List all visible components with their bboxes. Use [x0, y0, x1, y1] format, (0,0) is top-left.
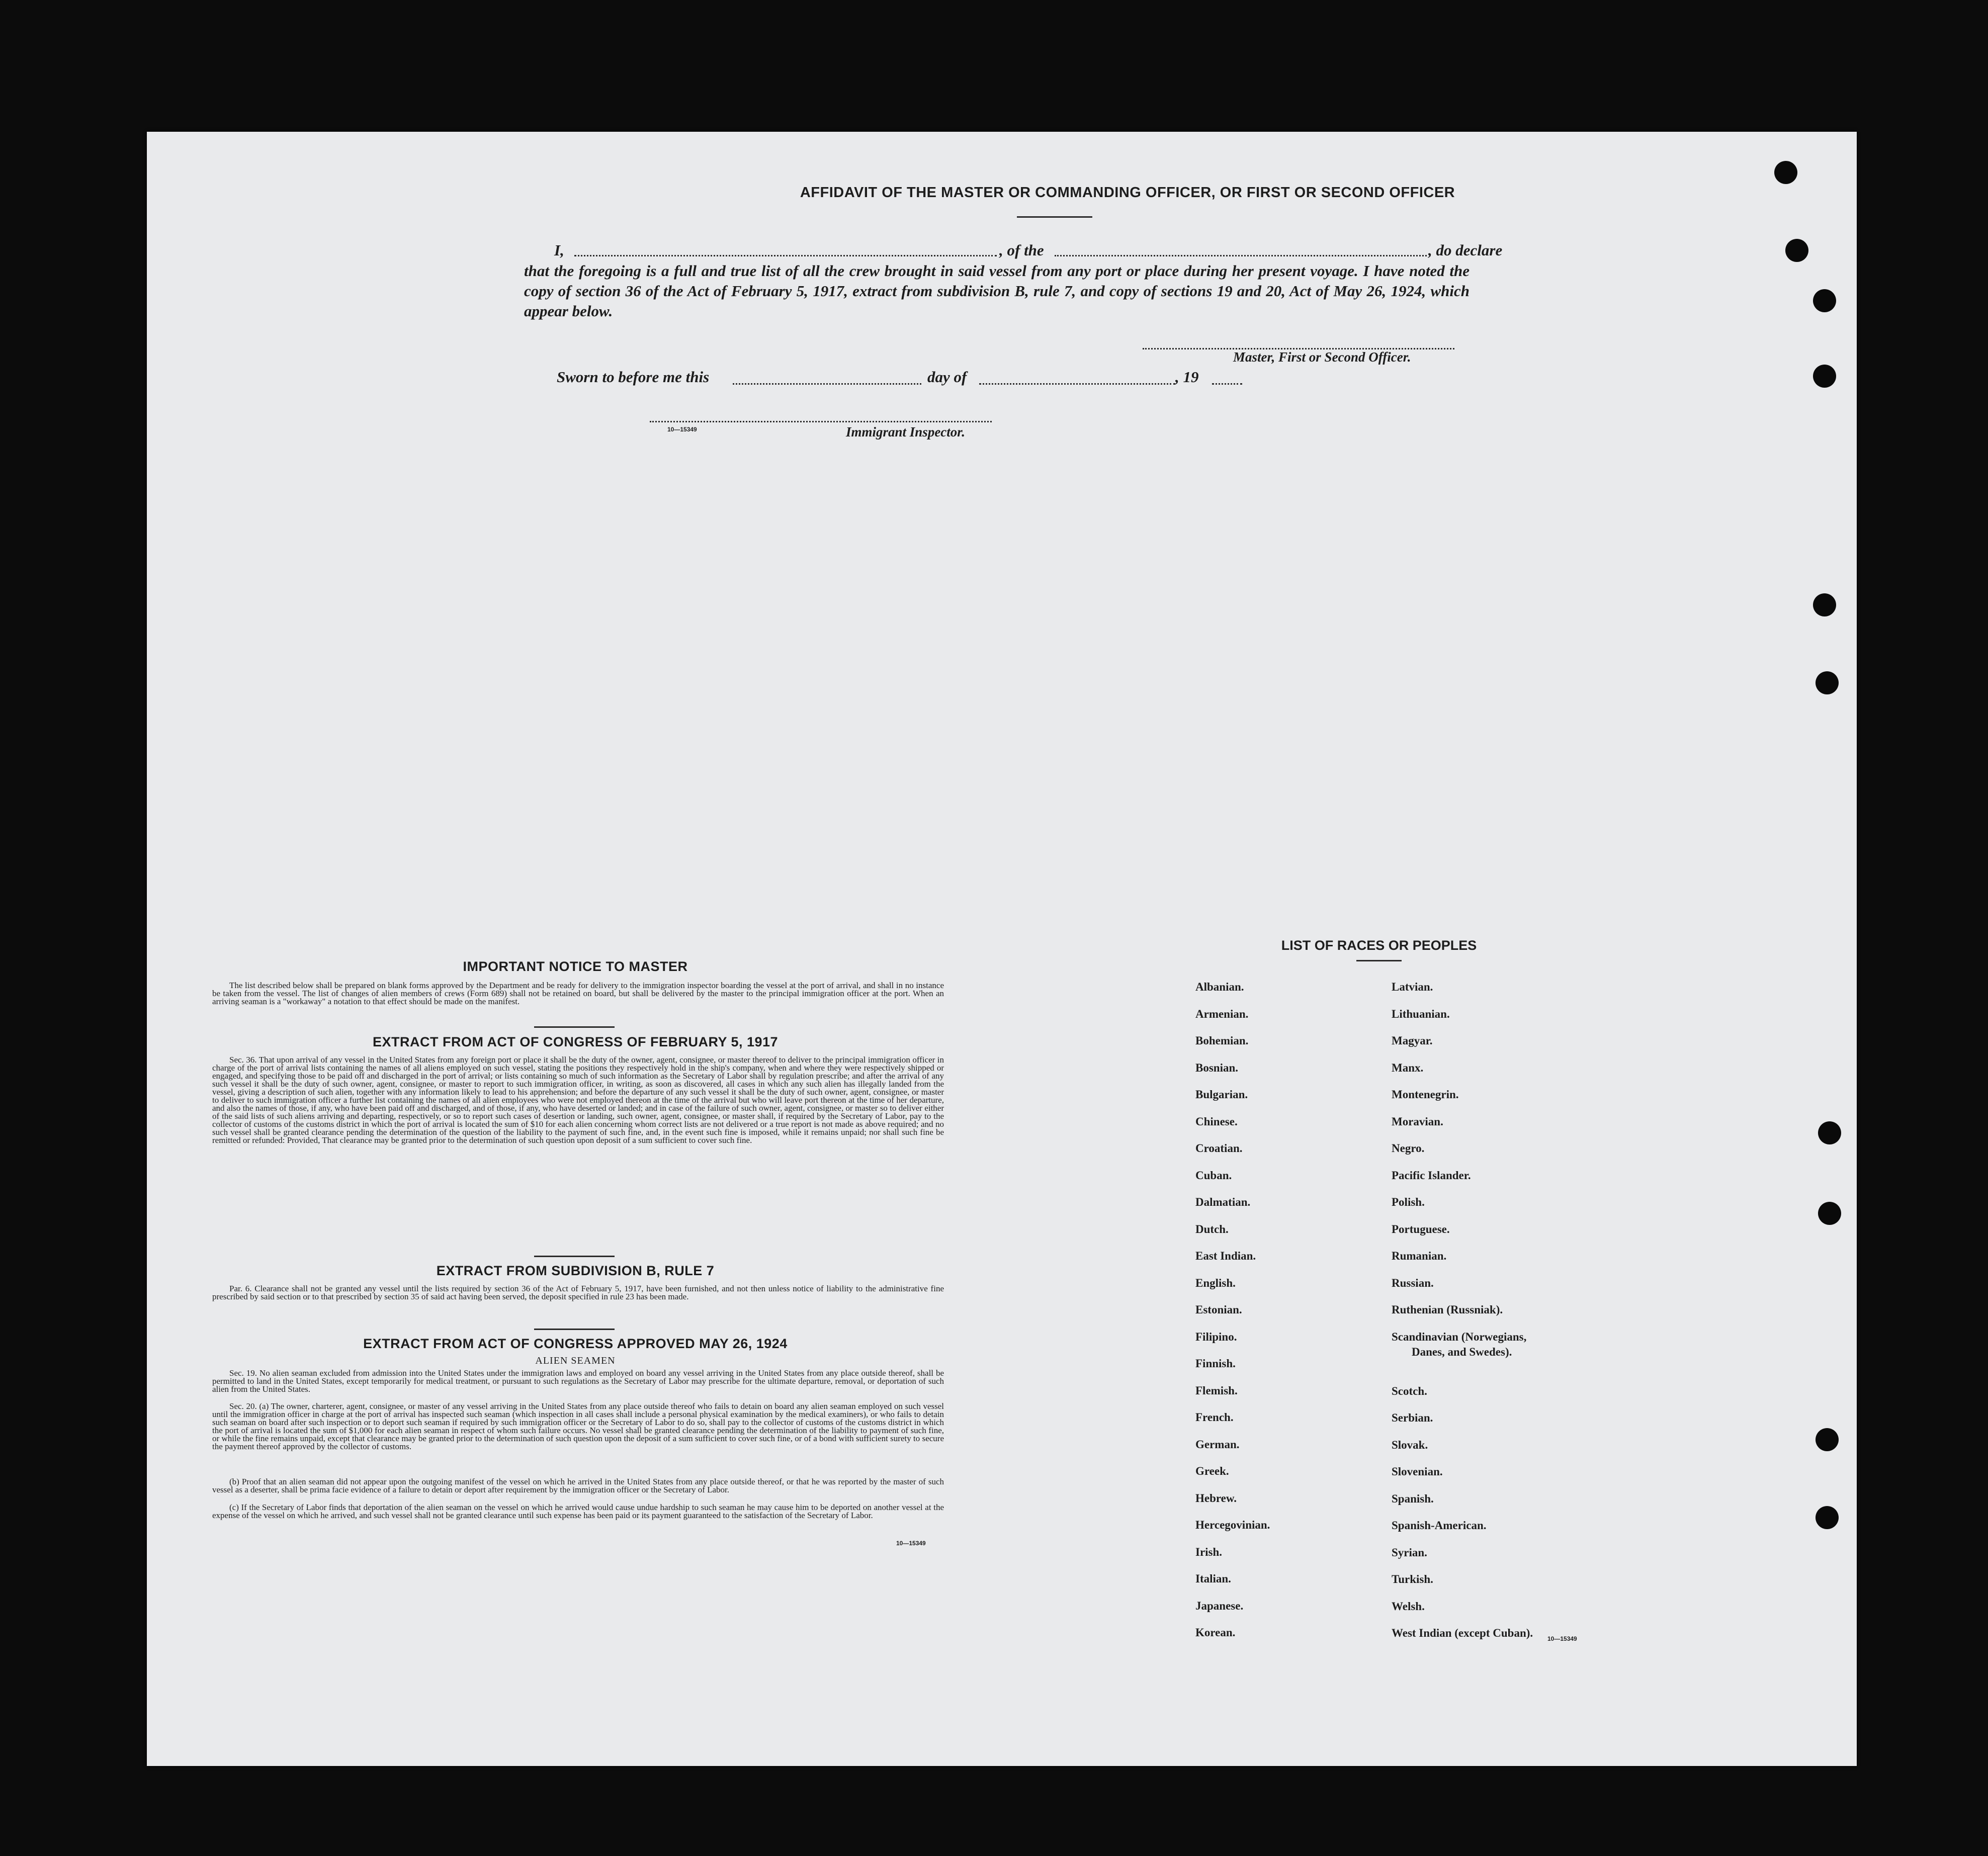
- race-item: Albanian.: [1195, 981, 1244, 993]
- punch-hole: [1816, 1428, 1839, 1451]
- form-page: [147, 132, 1857, 1766]
- notice-text: The list described below shall be prepared on blank forms approved by the Department and be ready for delivery to the immigration inspector boarding the vessel at the port of arrival, and shall in no instance be taken from the vessel. The list of changes of alien members of crews (Form 689) shall not be retained on board, but shall be delivered by the master to the principal immigration officer at the port. When an arriving seaman is a "workaway" a notation to that effect should be made on the manifest.: [212, 981, 944, 1006]
- rule7-rule: [534, 1329, 615, 1330]
- race-item: Danes, and Swedes).: [1412, 1345, 1512, 1358]
- race-item: Korean.: [1195, 1626, 1236, 1639]
- race-item: Flemish.: [1195, 1384, 1238, 1397]
- race-item: West Indian (except Cuban).: [1392, 1627, 1533, 1639]
- race-item: Bohemian.: [1195, 1034, 1249, 1047]
- affidavit-i: I,: [554, 241, 564, 259]
- punch-hole: [1813, 593, 1836, 616]
- race-item: Turkish.: [1392, 1573, 1433, 1585]
- vessel-blank[interactable]: [1055, 255, 1427, 256]
- punch-hole: [1816, 1506, 1839, 1529]
- race-item: Spanish-American.: [1392, 1519, 1487, 1532]
- race-item: Chinese.: [1195, 1115, 1238, 1128]
- race-item: Cuban.: [1195, 1169, 1232, 1182]
- sworn-text: Sworn to before me this: [557, 368, 710, 386]
- race-item: Latvian.: [1392, 981, 1433, 993]
- rule7-text: Par. 6. Clearance shall not be granted any vessel until the lists required by section 36 of the Act of February 5, 1917, have been furnished, and not then unless notice of liability to the administrative fine prescribed by said section or to that prescribed by section 35 of said act having been served, the deposit specified in rule 23 has been made.: [212, 1284, 944, 1301]
- race-item: Polish.: [1392, 1196, 1425, 1208]
- alien-seamen-subtitle: ALIEN SEAMEN: [535, 1355, 616, 1366]
- notice-rule: [534, 1026, 615, 1028]
- race-item: Pacific Islander.: [1392, 1169, 1471, 1182]
- race-item: Croatian.: [1195, 1142, 1243, 1155]
- affidavit-do-declare: , do declare: [1428, 241, 1503, 259]
- extract-1917-rule: [534, 1256, 615, 1257]
- extract-1924-title: EXTRACT FROM ACT OF CONGRESS APPROVED MAY 26, 1924: [363, 1336, 788, 1351]
- extract-1917-title: EXTRACT FROM ACT OF CONGRESS OF FEBRUARY 5, 1917: [372, 1034, 779, 1049]
- race-item: Moravian.: [1392, 1115, 1443, 1128]
- sworn-year-blank[interactable]: [1212, 383, 1242, 385]
- race-item: Filipino.: [1195, 1330, 1237, 1343]
- race-item: Greek.: [1195, 1465, 1229, 1477]
- race-item: French.: [1195, 1411, 1234, 1424]
- punch-hole: [1774, 161, 1797, 184]
- race-item: Montenegrin.: [1392, 1088, 1459, 1101]
- race-item: Italian.: [1195, 1572, 1231, 1585]
- race-item: Bosnian.: [1195, 1061, 1239, 1074]
- race-item: Dalmatian.: [1195, 1196, 1251, 1208]
- race-item: East Indian.: [1195, 1250, 1256, 1262]
- inspector-label: Immigrant Inspector.: [846, 424, 966, 439]
- form-number-top: 10—15349: [667, 426, 697, 433]
- day-of-text: day of: [927, 368, 967, 386]
- race-item: Hercegovinian.: [1195, 1519, 1270, 1531]
- extract-1917-text: Sec. 36. That upon arrival of any vessel in the United States from any foreign port or place it shall be the duty of the owner, agent, consignee, or master thereof to deliver to the principal immigration officer in charge of the port of arrival lists containing the names of all aliens employed on such vessel, stating the positions they respectively hold in the ship's company, when and where they were respectively shipped or engaged, and specifying those to be paid off and discharged in the port of arrival; or lists containing so much of such information as the Secretary of Labor shall by regulation prescribe; and after the arrival of any such vessel it shall be the duty of such owner, agent, consignee, or master to report to such immigration officer, in writing, as soon as discovered, all cases in which any such alien has illegally landed from the vessel, giving a description of such alien, together with any information likely to lead to his apprehension; and before the departure of any such vessel it shall be the duty of such owner, agent, consignee, or master to deliver to such immigration officer a further list containing the names of all alien employees who were not employed thereon at the time of the arrival but who will leave port thereon at the time of her departure, and also the names of those, if any, who have been paid off and discharged, and of those, if any, who have deserted or landed; and in case of the failure of such owner, agent, consignee, or master so to deliver either of the said lists of such aliens arriving and departing, respectively, or so to report such cases of desertion or landing, such owner, agent, consignee, or master shall, if required by the Secretary of Labor, pay to the collector of customs of the customs district in which the port of arrival is located the sum of $10 for each alien concerning whom correct lists are not delivered or a true report is not made as above required; and no such vessel shall be granted clearance pending the determination of the question of the liability to the payment of such fine, and, in the event such fine is imposed, while it remains unpaid; nor shall such fine be remitted or refunded: Provided, That clearance may be granted prior to the determination of such question upon deposit of a sum sufficient to cover such fine.: [212, 1055, 944, 1145]
- sec19-text: Sec. 19. No alien seaman excluded from admission into the United States under the immigration laws and employed on board any vessel arriving in the United States from any place outside thereof, shall be permitted to land in the United States, except temporarily for medical treatment, or pursuant to such regulations as the Secretary of Labor may prescribe for the ultimate departure, removal, or deportation of such alien from the United States.: [212, 1368, 944, 1394]
- punch-hole: [1818, 1121, 1841, 1144]
- race-item: Welsh.: [1392, 1600, 1425, 1613]
- race-item: Hebrew.: [1195, 1491, 1237, 1505]
- affidavit-title: AFFIDAVIT OF THE MASTER OR COMMANDING OFFICER, OR FIRST OR SECOND OFFICER: [800, 185, 1455, 201]
- race-item: Finnish.: [1195, 1357, 1236, 1370]
- race-item: Japanese.: [1195, 1599, 1244, 1612]
- race-item: Scandinavian (Norwegians,: [1392, 1330, 1527, 1343]
- master-label: Master, First or Second Officer.: [1233, 349, 1411, 365]
- race-item: Syrian.: [1392, 1546, 1427, 1559]
- punch-hole: [1816, 671, 1839, 694]
- punch-hole: [1785, 239, 1808, 262]
- year-text: , 19: [1175, 368, 1199, 386]
- race-item: Manx.: [1392, 1061, 1424, 1074]
- race-item: Scotch.: [1392, 1384, 1427, 1397]
- sec20c-text: (c) If the Secretary of Labor finds that deportation of the alien seaman on the vessel on which he arrived would cause undue hardship to such seaman he may cause him to be deported on another vessel at the expense of the vessel on which he arrived, and such vessel shall not be granted clearance until such expense has been paid or its payment guaranteed to the satisfaction of the Secretary of Labor.: [212, 1503, 944, 1520]
- name-blank[interactable]: [574, 255, 997, 256]
- rule7-title: EXTRACT FROM SUBDIVISION B, RULE 7: [436, 1263, 715, 1278]
- race-item: Serbian.: [1392, 1411, 1433, 1424]
- title-rule: [1017, 216, 1092, 218]
- races-rule: [1356, 960, 1402, 961]
- affidavit-body: that the foregoing is a full and true list of all the crew brought in said vessel from any port or place during her present voyage. I have noted the copy of section 36 of the Act of February 5, 1917, extract from subdivision B, rule 7, and copy of sections 19 and 20, Act of May 26, 1924, which appear below.: [524, 262, 1470, 320]
- sec20b-text: (b) Proof that an alien seaman did not appear upon the outgoing manifest of the vessel on which he arrived in the United States from any place outside thereof, or that he was reported by the master of such vessel as a deserter, shall be prima facie evidence of a failure to detain or deport after requirement by the immigration officer or the Secretary of Labor.: [212, 1477, 944, 1494]
- race-item: German.: [1195, 1438, 1240, 1451]
- race-item: Magyar.: [1392, 1034, 1433, 1047]
- sworn-month-blank[interactable]: [979, 383, 1175, 385]
- race-item: Estonian.: [1195, 1303, 1242, 1316]
- inspector-signature-line[interactable]: [650, 421, 992, 422]
- punch-hole: [1813, 289, 1836, 312]
- race-item: English.: [1195, 1276, 1236, 1289]
- race-item: Irish.: [1195, 1545, 1223, 1558]
- race-item: Slovenian.: [1392, 1465, 1443, 1478]
- race-item: Negro.: [1392, 1142, 1425, 1155]
- race-item: Russian.: [1392, 1276, 1434, 1289]
- race-item: Bulgarian.: [1195, 1088, 1248, 1101]
- form-number-bottom-right: 10—15349: [1547, 1635, 1577, 1642]
- race-item: Lithuanian.: [1392, 1007, 1450, 1020]
- sec20a-text: Sec. 20. (a) The owner, charterer, agent, consignee, or master of any vessel arriving in the United States from any place outside thereof who fails to detain on board any alien seaman employed on such vessel until the immigration officer in charge at the port of arrival has inspected such seaman (which inspection in all cases shall include a personal physical examination by the medical examiners), or who fails to detain such seaman on board after such inspection or to deport such seaman if required by such immigration officer or the Secretary of Labor to do so, shall pay to the collector of customs of the customs district in which the port of arrival is located the sum of $1,000 for each alien seaman in respect of whom such failure occurs. No vessel shall be granted clearance pending the determination of the liability to payment of such fine, or while the fine remains unpaid, except that clearance may be granted prior to the determination of such question upon the deposit of a sum sufficient to cover such fine, or of a bond with sufficient surety to secure the payment thereof approved by the collector of customs.: [212, 1401, 944, 1451]
- race-item: Portuguese.: [1392, 1222, 1450, 1235]
- races-title: LIST OF RACES OR PEOPLES: [1281, 938, 1477, 953]
- race-item: Rumanian.: [1392, 1250, 1447, 1262]
- sworn-day-blank[interactable]: [733, 383, 921, 385]
- race-item: Armenian.: [1195, 1007, 1249, 1020]
- race-item: Ruthenian (Russniak).: [1392, 1303, 1503, 1316]
- punch-hole: [1813, 365, 1836, 388]
- punch-hole: [1818, 1202, 1841, 1225]
- form-number-bottom-left: 10—15349: [896, 1540, 926, 1547]
- race-item: Dutch.: [1195, 1222, 1229, 1235]
- race-item: Slovak.: [1392, 1438, 1428, 1451]
- affidavit-of-the: , of the: [999, 241, 1044, 259]
- notice-title: IMPORTANT NOTICE TO MASTER: [463, 959, 688, 974]
- race-item: Spanish.: [1392, 1492, 1434, 1505]
